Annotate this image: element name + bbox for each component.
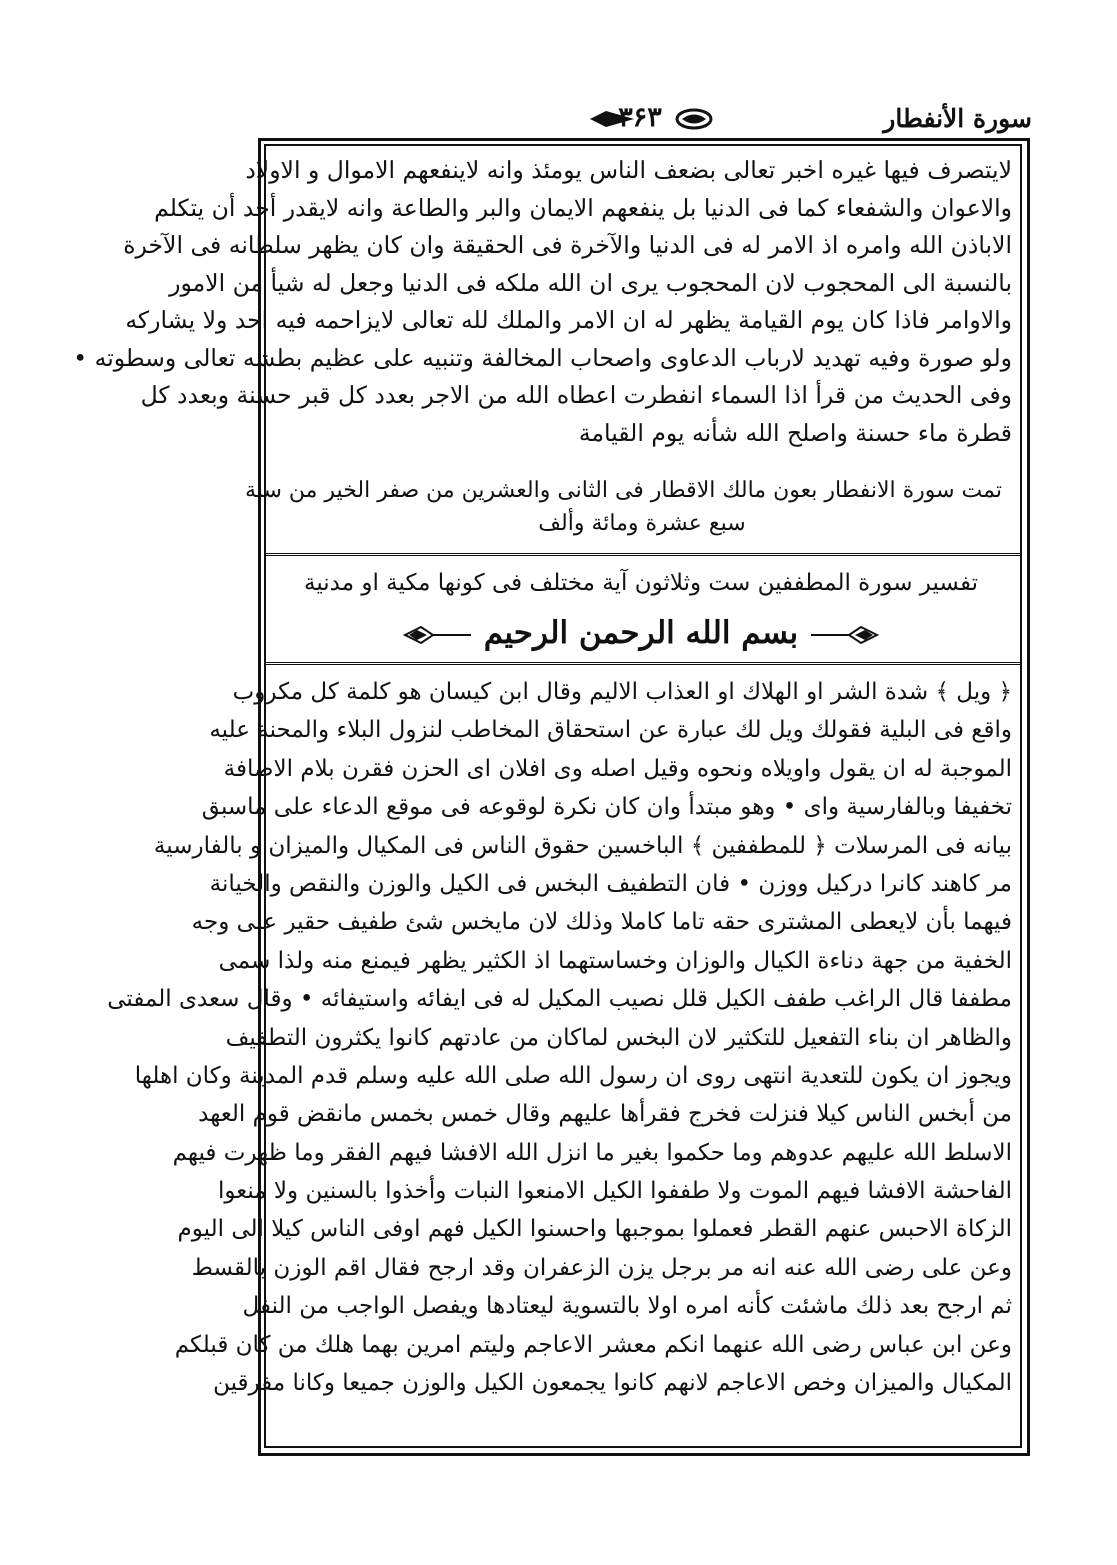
text-line: الاسلط الله عليهم عدوهم وما حكموا بغير ما انزل الله الافشا فيهم الفقر وما ظهرت فيهم: [172, 1139, 1012, 1166]
text-line: ولو صورة وفيه تهديد لارباب الدعاوى واصحاب المخالفة وتنبيه على عظيم بطشه تعالى وسطوته •: [73, 343, 1012, 372]
running-header-title: سورة الأنفطار: [883, 104, 1032, 133]
section-divider-top: [264, 553, 1022, 556]
basmala-left-flourish: [809, 624, 879, 646]
text-line: ﴿ ويل ﴾ شدة الشر او الهلاك او العذاب الاليم وقال ابن كيسان هو كلمة كل مكروب: [232, 679, 1012, 705]
surah-heading: تفسير سورة المطففين ست وثلاثون آية مختلف فى كونها مكية او مدنية: [304, 570, 978, 596]
lower-commentary: [107, 673, 1012, 1402]
text-line: والظاهر ان بناء التفعيل للتكثير لان البخس لماكان من عادتهم كانوا يكثرون التطفيف: [225, 1024, 1012, 1051]
text-line: من أبخس الناس كيلا فنزلت فخرج فقرأها عليهم وقال خمس بخمس مانقض قوم العهد: [198, 1101, 1012, 1128]
colophon-line: تمت سورة الانفطار بعون مالك الاقطار فى الثانى والعشرين من صفر الخير من سنة: [245, 478, 1002, 503]
colophon: [245, 474, 1002, 540]
text-line: الاباذن الله وامره اذ الامر له فى الدنيا والآخرة فى الحقيقة وان كان يظهر سلطانه فى الآخرة: [123, 231, 1012, 259]
page-number-right-ornament: [674, 108, 714, 130]
text-line: قطرة ماء حسنة واصلح الله شأنه يوم القيامة: [578, 418, 1012, 447]
page-number: ۳۶۳: [618, 102, 662, 133]
section-divider-bottom: [264, 662, 1022, 665]
text-line: الزكاة الاحبس عنهم القطر فعملوا بموجبها واحسنوا الكيل فهم اوفى الناس كيلا الى اليوم: [177, 1216, 1012, 1243]
text-line: والاعوان والشفعاء كما فى الدنيا بل ينفعهم الايمان والبر والطاعة وانه لايقدر أحد أن يتكلم: [154, 193, 1012, 222]
text-line: الفاحشة الافشا فيهم الموت ولا طففوا الكيل الامنعوا النبات وأخذوا بالسنين ولا منعوا: [217, 1178, 1012, 1205]
text-line: والاوامر فاذا كان يوم القيامة يظهر له ان الامر والملك لله تعالى لايزاحمه فيه احد ولا يشاركه: [125, 306, 1012, 334]
text-line: لايتصرف فيها غيره اخبر تعالى بضعف الناس يومئذ وانه لاينفعهم الاموال و الاولاد: [245, 156, 1012, 184]
text-line: تخفيفا وبالفارسية واى • وهو مبتدأ وان كان نكرة لوقوعه فى موقع الدعاء على ماسبق: [201, 794, 1012, 821]
text-line: المكيال والميزان وخص الاعاجم لانهم كانوا يجمعون الكيل والوزن جميعا وكانا مفرقين: [213, 1370, 1012, 1397]
text-line: وعن على رضى الله عنه انه مر برجل يزن الزعفران وقد ارجح فقال اقم الوزن بالقسط: [191, 1254, 1012, 1281]
text-line: ثم ارجح بعد ذلك ماشئت كأنه امره اولا بالتسوية ليعتادها ويفصل الواجب من النفل: [242, 1293, 1012, 1320]
text-line: الخفية من جهة دناءة الكيال والوزان وخساستهما اذ الكثير يظهر فيمنع منه ولذا سمى: [218, 947, 1012, 974]
basmala-line: [270, 608, 1012, 658]
colophon-line: سبع عشرة ومائة وألف: [538, 511, 746, 536]
text-line: فيهما بأن لايعطى المشترى حقه تاما كاملا وذلك لان مايخس شئ طفيف حقير على وجه: [191, 909, 1012, 936]
basmala: بسم الله الرحمن الرحيم: [483, 615, 799, 651]
upper-commentary: [73, 152, 1012, 452]
text-line: الموجبة له ان يقول واويلاه ونحوه وقيل اصله وى افلان اى الحزن فقرن بلام الاضافة: [223, 755, 1012, 782]
text-line: ويجوز ان يكون للتعدية انتهى روى ان رسول الله صلى الله عليه وسلم قدم المدينة وكان اهلها: [134, 1062, 1012, 1089]
text-line: مطففا قال الراغب طفف الكيل قلل نصيب المكيل له فى ايفائه واستيفائه • وقال سعدى المفتى: [107, 986, 1012, 1013]
text-line: وعن ابن عباس رضى الله عنهما انكم معشر الاعاجم وليتم امرين بهما هلك من كان قبلكم: [174, 1331, 1012, 1358]
text-line: بيانه فى المرسلات ﴿ للمطففين ﴾ الباخسين حقوق الناس فى المكيال والميزان و بالفارسية: [153, 832, 1012, 859]
text-line: مر كاهند كانرا دركيل ووزن • فان التطفيف البخس فى الكيل والوزن والنقص والخيانة: [209, 870, 1012, 897]
text-line: وفى الحديث من قرأ اذا السماء انفطرت اعطاه الله من الاجر بعدد كل قبر حسنة وبعدد كل: [140, 381, 1012, 409]
text-line: واقع فى البلية فقولك ويل لك عبارة عن استحقاق المخاطب لنزول البلاء والمحنة عليه: [209, 717, 1012, 744]
basmala-right-flourish: [403, 624, 473, 646]
text-line: بالنسبة الى المحجوب لان المحجوب يرى ان الله ملكه فى الدنيا وجعل له شيأ من الامور: [169, 268, 1012, 297]
